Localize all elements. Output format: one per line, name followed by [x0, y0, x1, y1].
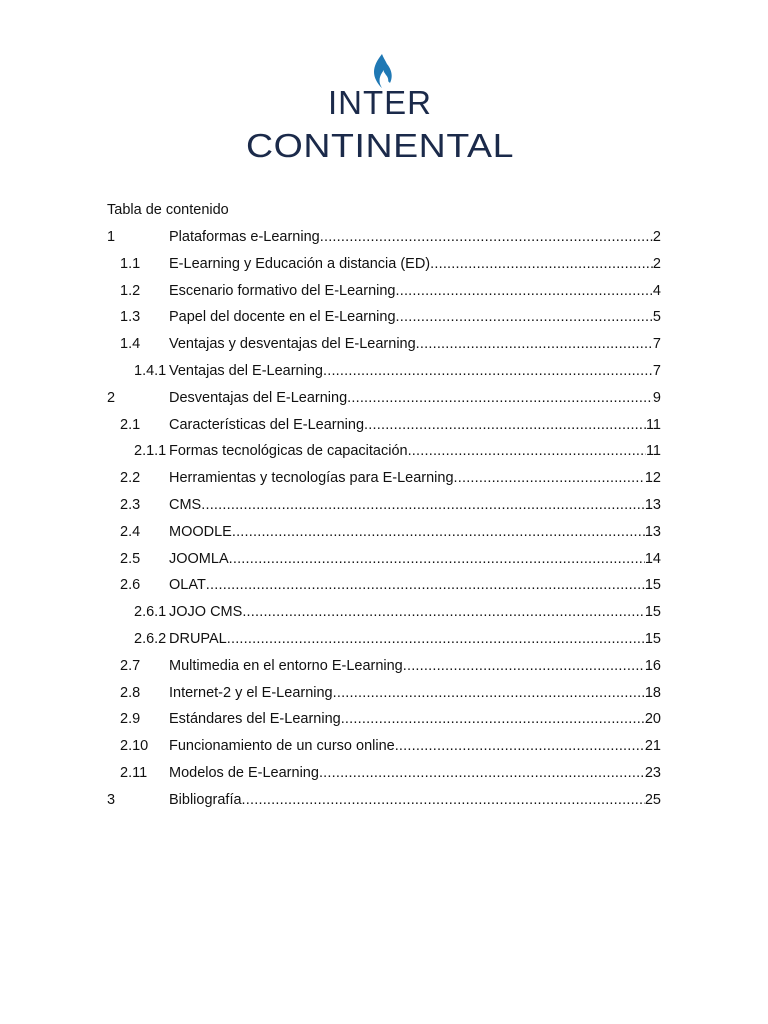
- toc-entry-page-number: 2: [652, 255, 661, 272]
- toc-entry-line: [169, 362, 661, 380]
- toc-entry[interactable]: [107, 469, 661, 496]
- toc-entry-title: Modelos de E-Learning: [169, 764, 319, 781]
- toc-dot-leader: [341, 710, 645, 728]
- toc-entry-line: [169, 416, 661, 434]
- toc-entry-line: [169, 630, 661, 648]
- toc-entry[interactable]: [107, 576, 661, 603]
- toc-entry-title: Papel del docente en el E-Learning: [169, 309, 396, 326]
- toc-entry-line: [169, 442, 661, 460]
- toc-entry-title: Estándares del E-Learning: [169, 711, 341, 728]
- toc-entry-number: 1.1: [120, 255, 141, 272]
- toc-entry-line: [169, 710, 661, 728]
- toc-entry-line: [169, 335, 661, 353]
- toc-entry-title: Desventajas del E-Learning: [169, 389, 348, 406]
- toc-entry[interactable]: [107, 282, 661, 309]
- toc-entry-line: [169, 282, 661, 300]
- toc-entry-title: MOODLE: [169, 523, 232, 540]
- toc-dot-leader: [347, 389, 653, 407]
- toc-dot-leader: [229, 550, 645, 568]
- intercontinental-logo: [246, 50, 526, 165]
- toc-entry-page-number: 4: [652, 282, 661, 299]
- toc-entry-page-number: 18: [644, 684, 661, 701]
- toc-entry-number: 1.2: [120, 282, 141, 299]
- toc-entry[interactable]: [107, 737, 661, 764]
- toc-dot-leader: [206, 576, 645, 594]
- toc-entry[interactable]: [107, 550, 661, 577]
- toc-dot-leader: [396, 308, 653, 326]
- toc-entry-page-number: 7: [652, 336, 661, 353]
- toc-entry[interactable]: [107, 442, 661, 469]
- toc-dot-leader: [403, 657, 645, 675]
- toc-dot-leader: [232, 523, 645, 541]
- toc-entry-title: Escenario formativo del E-Learning: [169, 282, 396, 299]
- toc-entry-number: 2.1: [120, 416, 141, 433]
- toc-entry-page-number: 12: [644, 470, 661, 487]
- toc-entry-title: Plataformas e-Learning: [169, 229, 320, 245]
- toc-entry-number: 2.2: [120, 470, 141, 487]
- toc-entry-line: [169, 255, 661, 273]
- toc-entry-line: [169, 469, 661, 487]
- toc-entry[interactable]: [107, 630, 661, 657]
- toc-entry-line: [169, 308, 661, 326]
- toc-entry-number: 2.6: [120, 577, 141, 594]
- toc-entry-title: DRUPAL: [169, 630, 227, 647]
- toc-entry-title: Formas tecnológicas de capacitación: [169, 443, 408, 460]
- toc-entry-page-number: 16: [644, 657, 661, 674]
- toc-entry-line: [169, 657, 661, 675]
- toc-dot-leader: [201, 496, 645, 514]
- toc-entry-title: CMS: [169, 496, 202, 513]
- toc-entry-number: 2.4: [120, 523, 141, 540]
- toc-entry-line: [169, 228, 661, 246]
- toc-entry[interactable]: [107, 764, 661, 791]
- toc-entry[interactable]: [107, 228, 661, 255]
- toc-entry-title: Bibliografía: [169, 791, 242, 808]
- toc-entry-line: [169, 603, 661, 621]
- toc-entry[interactable]: [107, 603, 661, 630]
- toc-entry-page-number: 21: [644, 738, 661, 755]
- toc-heading: Tabla de contenido: [107, 202, 229, 218]
- toc-dot-leader: [416, 335, 653, 353]
- toc-dot-leader: [242, 791, 645, 809]
- toc-entry-number: 2.9: [120, 711, 141, 728]
- toc-entry[interactable]: [107, 416, 661, 443]
- toc-entry-line: [169, 684, 661, 702]
- toc-entry[interactable]: [107, 308, 661, 335]
- logo-line-2: CONTINENTAL: [246, 127, 514, 164]
- toc-entry[interactable]: [107, 657, 661, 684]
- toc-entry-number: 2.5: [120, 550, 141, 567]
- toc-entry-page-number: 11: [645, 443, 661, 460]
- toc-entry-page-number: 14: [644, 550, 661, 567]
- toc-entry-number: 2.3: [120, 496, 141, 513]
- toc-dot-leader: [408, 442, 646, 460]
- toc-entry-line: [169, 764, 661, 782]
- toc-dot-leader: [242, 603, 645, 621]
- toc-entry-page-number: 15: [644, 604, 661, 621]
- toc-entry-number: 1.3: [120, 309, 141, 326]
- toc-entry-number: 2.8: [120, 684, 141, 701]
- toc-entry-number: 1: [107, 229, 116, 245]
- toc-entry[interactable]: [107, 710, 661, 737]
- logo-graphic: [246, 50, 526, 165]
- toc-entry-page-number: 5: [652, 309, 661, 326]
- toc-entry[interactable]: [107, 362, 661, 389]
- toc-entry-page-number: 15: [644, 577, 661, 594]
- toc-entry-page-number: 11: [645, 416, 661, 433]
- toc-entry-number: 2.6.1: [134, 604, 167, 621]
- table-of-contents: [107, 228, 661, 818]
- toc-entry-page-number: 7: [652, 362, 661, 379]
- toc-entry-title: JOJO CMS: [169, 604, 243, 621]
- toc-entry-page-number: 25: [644, 791, 661, 808]
- toc-dot-leader: [320, 228, 653, 246]
- toc-entry-title: Internet-2 y el E-Learning: [169, 684, 333, 701]
- toc-entry-title: Herramientas y tecnologías para E-Learning: [169, 470, 454, 487]
- toc-entry-line: [169, 523, 661, 541]
- toc-entry[interactable]: [107, 255, 661, 282]
- toc-dot-leader: [430, 255, 653, 273]
- toc-entry-page-number: 2: [652, 229, 661, 245]
- toc-entry-title: Multimedia en el entorno E-Learning: [169, 657, 403, 674]
- toc-entry-page-number: 9: [652, 389, 661, 406]
- toc-entry-number: 2.7: [120, 657, 141, 674]
- toc-entry-line: [169, 550, 661, 568]
- toc-entry-line: [169, 576, 661, 594]
- toc-entry[interactable]: [107, 496, 661, 523]
- toc-entry-number: 2.11: [120, 764, 148, 781]
- toc-dot-leader: [395, 737, 645, 755]
- toc-entry-title: Funcionamiento de un curso online: [169, 738, 395, 755]
- toc-entry-number: 2: [107, 389, 116, 406]
- toc-entry-title: E-Learning y Educación a distancia (ED): [169, 255, 431, 272]
- toc-entry-line: [169, 791, 661, 809]
- flame-icon: [374, 54, 392, 88]
- toc-dot-leader: [323, 362, 653, 380]
- toc-entry-line: [169, 496, 661, 514]
- toc-entry-title: Ventajas del E-Learning: [169, 362, 323, 379]
- logo-line-1: INTER: [328, 84, 432, 121]
- toc-entry-page-number: 23: [644, 764, 661, 781]
- toc-entry-title: OLAT: [169, 577, 206, 594]
- toc-entry-line: [169, 389, 661, 407]
- toc-entry[interactable]: [107, 684, 661, 711]
- toc-entry[interactable]: [107, 335, 661, 362]
- toc-entry-title: JOOMLA: [169, 550, 229, 567]
- toc-dot-leader: [454, 469, 645, 487]
- toc-dot-leader: [319, 764, 645, 782]
- toc-dot-leader: [395, 282, 652, 300]
- toc-dot-leader: [364, 416, 646, 434]
- toc-entry-title: Características del E-Learning: [169, 416, 365, 433]
- toc-dot-leader: [227, 630, 645, 648]
- toc-entry-number: 3: [107, 791, 116, 808]
- toc-entry-page-number: 15: [644, 630, 661, 647]
- toc-entry-line: [169, 737, 661, 755]
- toc-entry-page-number: 13: [644, 523, 661, 540]
- toc-entry-page-number: 13: [644, 496, 661, 513]
- toc-entry-page-number: 20: [644, 711, 661, 728]
- toc-entry[interactable]: [107, 791, 661, 818]
- toc-entry-number: 2.10: [120, 738, 149, 755]
- toc-entry-number: 1.4.1: [134, 362, 167, 379]
- toc-entry-number: 2.1.1: [134, 443, 167, 460]
- toc-dot-leader: [333, 684, 645, 702]
- toc-entry-number: 1.4: [120, 336, 141, 353]
- toc-entry-number: 2.6.2: [134, 630, 167, 647]
- toc-entry[interactable]: [107, 523, 661, 550]
- toc-entry[interactable]: [107, 389, 661, 416]
- toc-entry-title: Ventajas y desventajas del E-Learning: [169, 336, 416, 353]
